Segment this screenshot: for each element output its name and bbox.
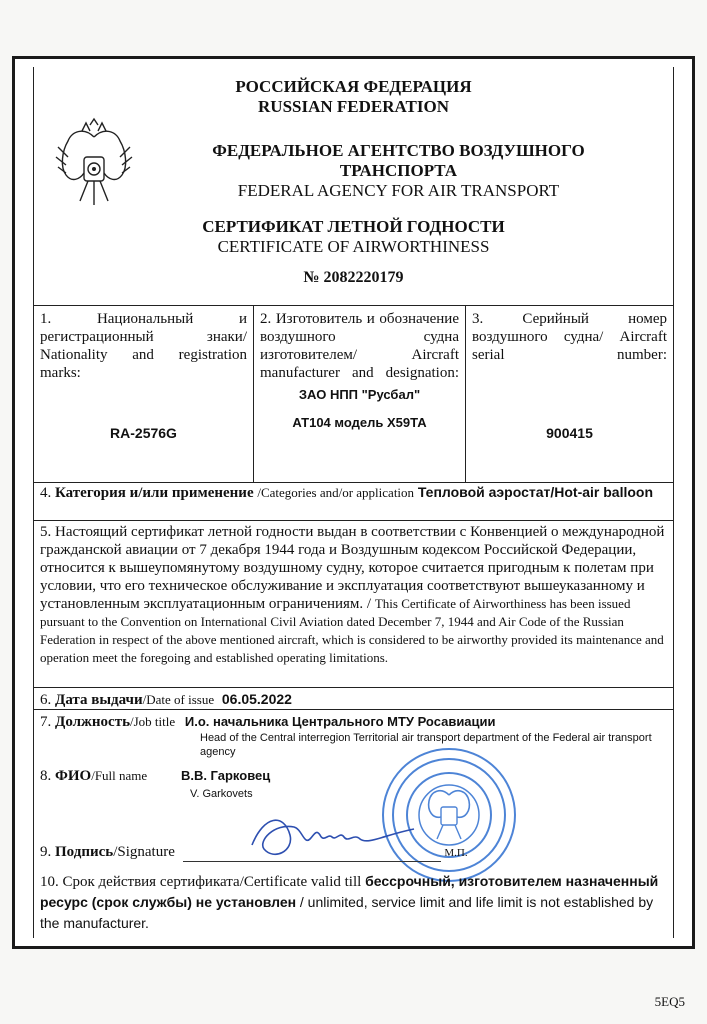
- serial-number: 900415: [546, 425, 593, 441]
- field-10: [40, 871, 667, 934]
- field-9-number: 9.: [40, 844, 52, 860]
- field-3-label: 3. Серийный номер воздушного судна/ Aircraft serial number:: [472, 311, 667, 363]
- job-title-en: Head of the Central interregion Territorial air transport department of the Federal air transport agency: [200, 732, 652, 758]
- title-en: CERTIFICATE OF AIRWORTHINESS: [217, 237, 490, 256]
- field-7: [40, 713, 667, 759]
- field-8-label-en: /Full name: [91, 768, 148, 783]
- field-9: [40, 843, 667, 862]
- field-5-en: This Certificate of Airworthiness has been issued pursuant to the Convention on International Civil Aviation dated December 7, 1944 and Air Code of the Russian Federation in respect of the above mentioned aircraft, which is considered to be airworthy provided its maintenance and operation meet the foregoing and established operating limitations.: [40, 596, 664, 665]
- country-ru: РОССИЙСКАЯ ФЕДЕРАЦИЯ: [235, 77, 472, 96]
- field-9-label-ru: Подпись: [55, 844, 114, 860]
- fields-1-3: [34, 305, 673, 483]
- document-code: 5EQ5: [654, 994, 685, 1009]
- field-7-number: 7.: [40, 714, 52, 730]
- field-7-label-ru: Должность: [55, 714, 131, 730]
- field-6-label-ru: Дата выдачи: [55, 692, 143, 708]
- field-8-number: 8.: [40, 768, 52, 784]
- manufacturer-name: ЗАО НПП "Русбал": [298, 387, 421, 402]
- field-1: [34, 306, 254, 482]
- field-8: [40, 767, 270, 803]
- certificate-title: [34, 217, 673, 257]
- agency-heading: [124, 141, 673, 201]
- certificate-number: № 2082220179: [303, 269, 404, 286]
- agency-ru-line2: ТРАНСПОРТА: [339, 161, 458, 180]
- field-5: [34, 521, 673, 688]
- field-8-label-ru: ФИО: [55, 768, 92, 784]
- agency-ru-line1: ФЕДЕРАЛЬНОЕ АГЕНТСТВО ВОЗДУШНОГО: [212, 141, 585, 160]
- aircraft-designation: АТ104 модель Х59ТА: [292, 415, 427, 430]
- field-4-number: 4.: [40, 485, 52, 501]
- field-10-label: 10. Срок действия сертификата/Certificate valid till: [40, 874, 362, 890]
- stamp-place-mark: М.П.: [444, 847, 468, 859]
- signature-line: [183, 843, 441, 862]
- job-title-ru: И.о. начальника Центрального МТУ Росавиации: [184, 714, 496, 729]
- validity-value-ru: бессрочный, изготовителем назначенный ресурс (срок службы) не установлен: [40, 873, 659, 910]
- field-3: [466, 306, 673, 482]
- validity-value-en: / unlimited, service limit and life limit is not established by the manufacturer.: [40, 894, 654, 931]
- issue-date: 06.05.2022: [221, 691, 292, 707]
- country-heading: [34, 77, 673, 117]
- field-7-label-en: /Job title: [130, 714, 176, 729]
- country-en: RUSSIAN FEDERATION: [258, 97, 449, 116]
- field-2: [254, 306, 466, 482]
- field-4-label-ru: Категория и/или применение: [55, 485, 254, 501]
- field-6-label-en: /Date of issue: [142, 692, 215, 707]
- field-6: [34, 688, 673, 710]
- field-6-number: 6.: [40, 692, 52, 708]
- double-headed-eagle-emblem: [54, 117, 134, 213]
- agency-en: FEDERAL AGENCY FOR AIR TRANSPORT: [237, 181, 560, 200]
- full-name-en: V. Garkovets: [190, 788, 253, 800]
- full-name-ru: В.В. Гарковец: [180, 768, 271, 783]
- certificate-body: [33, 67, 674, 938]
- title-ru: СЕРТИФИКАТ ЛЕТНОЙ ГОДНОСТИ: [202, 217, 505, 236]
- certificate-frame: [12, 56, 695, 949]
- field-1-label: 1. Национальный и регистрационный знаки/ Nationality and registration marks:: [40, 311, 247, 381]
- registration-mark: RA-2576G: [110, 425, 177, 441]
- field-9-label-en: /Signature: [113, 844, 175, 860]
- field-2-label: 2. Изготовитель и обозначение воздушного судна изготовителем/ Aircraft manufacturer and designation:: [260, 311, 459, 381]
- category-value: Тепловой аэростат/Hot-air balloon: [417, 484, 654, 500]
- field-4: [34, 481, 673, 521]
- field-5-ru: 5. Настоящий сертификат летной годности выдан в соответствии с Конвенцией о международной гражданской авиации от 7 декабря 1944 года и Воздушным кодексом Российской Федерации, относится к вышеупомянутому воздушному судну, которое считается пригодным к полетам при условии, что его техническое обслуживание и эксплуатация соответствуют вышеуказанному и установленным эксплуатационным ограничениям. /: [40, 524, 665, 612]
- field-4-label-en: /Categories and/or application: [257, 485, 415, 500]
